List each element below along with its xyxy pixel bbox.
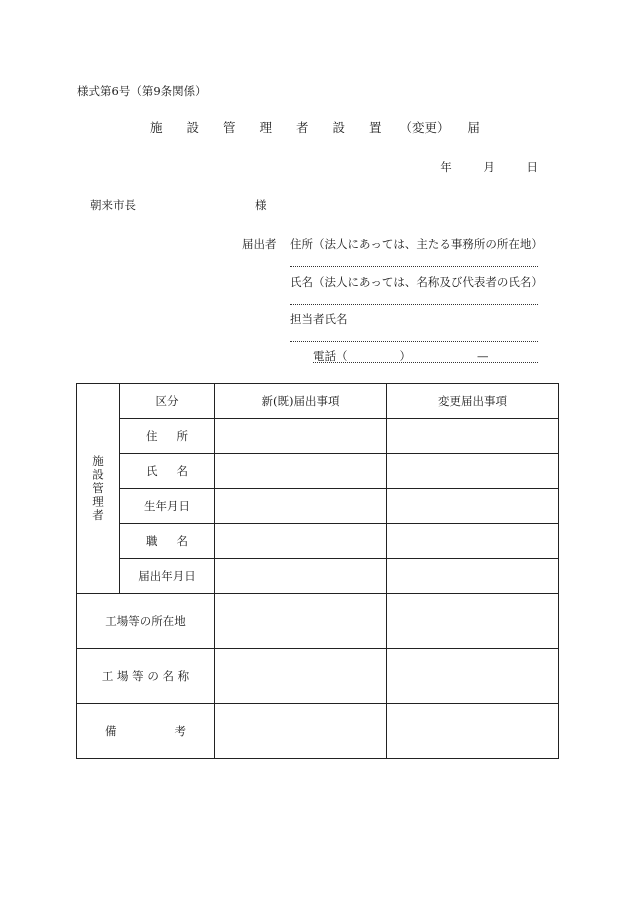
phone-row (313, 349, 489, 363)
applicant-label: 届出者 (242, 237, 277, 251)
address-field-line[interactable] (290, 266, 538, 267)
phone-label: 電話（ (313, 349, 348, 363)
name-label: 氏名（法人にあっては、名称及び代表者の氏名） (290, 275, 543, 289)
notification-date-new-cell[interactable] (215, 559, 387, 594)
title-char: 設 (186, 120, 200, 135)
manager-group-label: 施設管理者 (77, 384, 120, 594)
header-new-items: 新(既)届出事項 (215, 384, 387, 419)
address-change-cell[interactable] (387, 419, 559, 454)
title-char: 理 (259, 120, 273, 135)
address-label: 住所（法人にあっては、主たる事務所の所在地） (290, 237, 543, 251)
row-label-birthdate: 生年月日 (120, 489, 215, 524)
row-label-position: 職 名 (120, 524, 215, 559)
row-label-address: 住 所 (120, 419, 215, 454)
birthdate-change-cell[interactable] (387, 489, 559, 524)
name-new-cell[interactable] (215, 454, 387, 489)
row-label-name: 氏 名 (120, 454, 215, 489)
staff-name-field-line[interactable] (290, 341, 538, 342)
title-char: 者 (295, 120, 309, 135)
honorific: 様 (255, 198, 267, 212)
position-change-cell[interactable] (387, 524, 559, 559)
name-change-cell[interactable] (387, 454, 559, 489)
notification-table (76, 383, 559, 759)
staff-name-label: 担当者氏名 (290, 312, 348, 326)
factory-name-change-cell[interactable] (387, 649, 559, 704)
date-month: 月 (483, 160, 495, 174)
phone-close-paren: ） (399, 349, 411, 363)
header-change-items: 変更届出事項 (387, 384, 559, 419)
remarks-label: 備 考 (77, 704, 215, 759)
title-char: 置 (368, 120, 382, 135)
header-category: 区分 (120, 384, 215, 419)
name-field-line[interactable] (290, 304, 538, 305)
birthdate-new-cell[interactable] (215, 489, 387, 524)
title-char: 届 (467, 120, 480, 135)
factory-location-new-cell[interactable] (215, 594, 387, 649)
remarks-change-cell[interactable] (387, 704, 559, 759)
factory-location-change-cell[interactable] (387, 594, 559, 649)
address-new-cell[interactable] (215, 419, 387, 454)
factory-name-new-cell[interactable] (215, 649, 387, 704)
factory-name-label: 工 場 等 の 名 称 (77, 649, 215, 704)
form-title (0, 121, 630, 135)
factory-location-label: 工場等の所在地 (77, 594, 215, 649)
row-label-notification-date: 届出年月日 (120, 559, 215, 594)
position-new-cell[interactable] (215, 524, 387, 559)
title-char: 施 (150, 120, 163, 135)
title-char: 設 (332, 120, 345, 135)
phone-field-line[interactable] (313, 362, 538, 363)
title-change: （変更） (399, 120, 450, 135)
date-line (412, 160, 538, 174)
remarks-new-cell[interactable] (215, 704, 387, 759)
addressee: 朝来市長 (90, 198, 136, 212)
form-number: 様式第6号（第9条関係） (77, 84, 207, 98)
title-char: 管 (223, 120, 236, 135)
phone-dash: — (477, 349, 489, 363)
notification-date-change-cell[interactable] (387, 559, 559, 594)
date-year: 年 (440, 160, 452, 174)
date-day: 日 (526, 160, 538, 174)
